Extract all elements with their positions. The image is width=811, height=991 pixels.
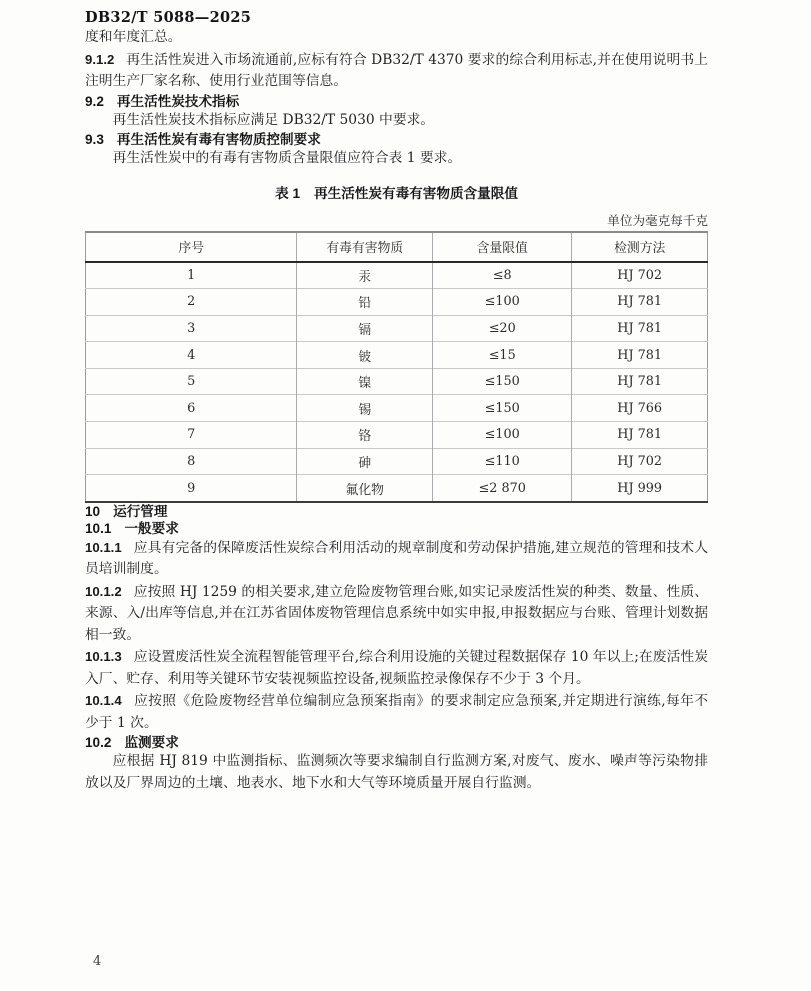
- table-row: [86, 342, 708, 369]
- table-cell: 7: [86, 422, 297, 449]
- paragraph-continued: 度和年度汇总。: [85, 29, 182, 45]
- section-heading-9-3: [85, 131, 708, 148]
- clause-9-1-2: [85, 49, 708, 93]
- table-cell: ≤100: [433, 422, 572, 449]
- table-row: [86, 262, 708, 289]
- table-cell: ≤15: [433, 342, 572, 369]
- table-cell: HJ 702: [572, 448, 708, 475]
- clause-text: 应按照《危险废物经营单位编制应急预案指南》的要求制定应急预案,并定期进行演练,每年不少于 1 次。: [85, 693, 708, 731]
- section-number: 9.2: [85, 93, 104, 109]
- table-row: [86, 422, 708, 449]
- clause-10-1-1: [85, 537, 708, 581]
- section-heading-10-2: [85, 734, 708, 751]
- table-cell: 5: [86, 368, 297, 395]
- column-header-index: 序号: [86, 232, 297, 262]
- toxic-substances-table: [85, 231, 708, 503]
- clause-number: 10.1.2: [85, 583, 122, 599]
- section-title: 运行管理: [113, 503, 168, 519]
- table-title-text: 再生活性炭有毒有害物质含量限值: [314, 185, 518, 201]
- table-cell: HJ 781: [572, 422, 708, 449]
- table-unit-note: 单位为毫克每千克: [607, 212, 708, 228]
- table-row: [86, 315, 708, 342]
- table-cell: 2: [86, 289, 297, 316]
- table-cell: 6: [86, 395, 297, 422]
- clause-10-1-3: [85, 646, 708, 690]
- section-title: 监测要求: [124, 735, 179, 751]
- table-cell: ≤150: [433, 395, 572, 422]
- column-header-limit: 含量限值: [433, 232, 572, 262]
- table-row: [86, 289, 708, 316]
- clause-text: 应具有完备的保障废活性炭综合利用活动的规章制度和劳动保护措施,建立规范的管理和技术人员培训制度。: [85, 539, 708, 578]
- document-code: DB32/T 5088—2025: [85, 9, 252, 26]
- table-cell: ≤20: [433, 315, 572, 342]
- table-cell: ≤8: [433, 262, 572, 289]
- clause-number: 9.1.2: [85, 51, 115, 67]
- section-title: 一般要求: [124, 520, 179, 536]
- table-row: [86, 475, 708, 502]
- section-number: 10: [85, 503, 101, 519]
- table-cell: 铬: [297, 422, 433, 449]
- column-header-substance: 有毒有害物质: [297, 232, 433, 262]
- table-cell: HJ 766: [572, 395, 708, 422]
- table-cell: 汞: [297, 262, 433, 289]
- table-cell: 铍: [297, 342, 433, 369]
- column-header-method: 检测方法: [572, 232, 708, 262]
- section-number: 10.1: [85, 520, 112, 536]
- table-cell: 锡: [297, 395, 433, 422]
- clause-10-1-2: [85, 581, 708, 647]
- section-heading-10-1: [85, 520, 708, 537]
- table-cell: 氟化物: [297, 475, 433, 502]
- table-cell: HJ 781: [572, 315, 708, 342]
- section-title: 再生活性炭有毒有害物质控制要求: [116, 132, 321, 147]
- table-cell: HJ 781: [572, 289, 708, 316]
- table-cell: ≤110: [433, 448, 572, 475]
- table-cell: ≤2 870: [433, 475, 572, 502]
- section-heading-10: [85, 503, 708, 520]
- table-cell: 4: [86, 342, 297, 369]
- table-cell: 镉: [297, 315, 433, 342]
- table-label: 表 1: [275, 185, 301, 201]
- paragraph-10-2: 应根据 HJ 819 中监测指标、监测频次等要求编制自行监测方案,对废气、废水、噪声等污染物排放以及厂界周边的土壤、地表水、地下水和大气等环境质量开展自行监测。: [85, 753, 708, 791]
- section-number: 9.3: [85, 132, 104, 147]
- table-cell: 9: [86, 475, 297, 502]
- clause-number: 10.1.4: [85, 693, 122, 709]
- table-cell: HJ 781: [572, 368, 708, 395]
- page-content: [85, 9, 708, 794]
- table-row: [86, 448, 708, 475]
- table-cell: 8: [86, 448, 297, 475]
- clause-number: 10.1.3: [85, 649, 122, 665]
- section-heading-9-2: [85, 93, 708, 110]
- clause-10-1-4: [85, 690, 708, 734]
- table-header-row: [86, 232, 708, 262]
- section-number: 10.2: [85, 735, 112, 751]
- clause-text: 应设置废活性炭全流程智能管理平台,综合利用设施的关键过程数据保存 10 年以上;在废活性炭入厂、贮存、利用等关键环节安装视频监控设备,视频监控录像保存不少于 3 个月。: [85, 649, 708, 687]
- table-cell: 镍: [297, 368, 433, 395]
- table-cell: 3: [86, 315, 297, 342]
- table-cell: 铅: [297, 289, 433, 316]
- clause-number: 10.1.1: [85, 539, 122, 555]
- table-cell: ≤100: [433, 289, 572, 316]
- clause-text: 再生活性炭进入市场流通前,应标有符合 DB32/T 4370 要求的综合利用标志,并在使用说明书上注明生产厂家名称、使用行业范围等信息。: [85, 51, 708, 89]
- table-cell: 砷: [297, 448, 433, 475]
- table-row: [86, 368, 708, 395]
- section-title: 再生活性炭技术指标: [116, 93, 240, 109]
- paragraph-9-3: 再生活性炭中的有毒有害物质含量限值应符合表 1 要求。: [112, 150, 462, 166]
- table-cell: ≤150: [433, 368, 572, 395]
- page-number: 4: [93, 954, 102, 969]
- table-cell: HJ 781: [572, 342, 708, 369]
- table-row: [86, 395, 708, 422]
- table-cell: 1: [86, 262, 297, 289]
- table-1-title: [85, 185, 708, 202]
- table-cell: HJ 702: [572, 262, 708, 289]
- table-cell: HJ 999: [572, 475, 708, 502]
- clause-text: 应按照 HJ 1259 的相关要求,建立危险废物管理台账,如实记录废活性炭的种类、数量、性质、来源、入/出库等信息,并在江苏省固体废物管理信息系统中如实申报,申报数据应与台账、管理计划数据相一致。: [85, 583, 708, 643]
- paragraph-9-2: 再生活性炭技术指标应满足 DB32/T 5030 中要求。: [112, 111, 435, 128]
